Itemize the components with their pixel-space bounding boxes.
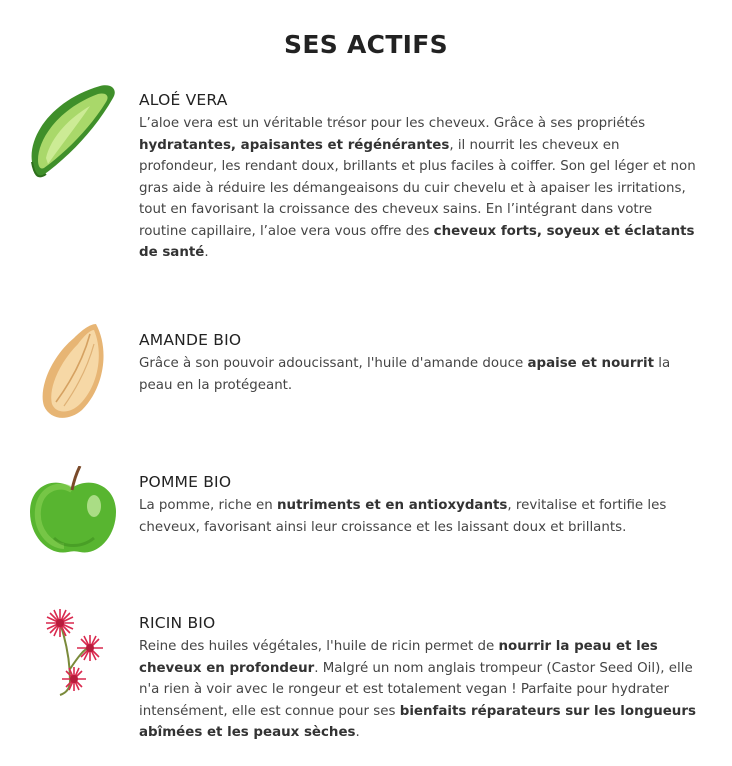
castor-flower-icon — [24, 605, 120, 705]
ingredient-description — [139, 495, 699, 538]
ingredient-name: POMME BIO — [139, 473, 232, 491]
description-highlight: apaise et nourrit — [527, 356, 655, 371]
green-apple-icon — [24, 466, 120, 566]
description-text: la peau en la protégeant. — [139, 356, 671, 393]
ingredient-description — [139, 636, 699, 744]
ingredient-name: RICIN BIO — [139, 614, 216, 632]
description-highlight: nourrir la peau et les cheveux en profondeur — [139, 639, 658, 676]
description-text: L’aloe vera est un véritable trésor pour les cheveux. Grâce à ses propriétés — [139, 116, 646, 131]
aloe-vera-slice-illustration — [24, 84, 120, 184]
ingredient-name: AMANDE BIO — [139, 331, 242, 349]
aloe-vera-slice-icon — [24, 84, 120, 184]
ingredient-description — [139, 353, 699, 396]
description-text: . — [355, 725, 360, 740]
description-text: La pomme, riche en — [139, 498, 278, 513]
description-text: , revitalise et fortifie les cheveux, favorisant ainsi leur croissance et les laissant doux et brillants. — [139, 498, 667, 535]
ingredient-description — [139, 113, 699, 264]
ingredient-name: ALOÉ VERA — [139, 91, 228, 109]
description-highlight: nutriments et en antioxydants — [277, 498, 508, 513]
description-highlight: cheveux forts, soyeux et éclatants de santé — [139, 223, 695, 260]
description-highlight: bienfaits réparateurs sur les longueurs abîmées et les peaux sèches — [139, 703, 696, 740]
description-text: . — [204, 245, 209, 260]
description-text: Grâce à son pouvoir adoucissant, l'huile d'amande douce — [139, 356, 528, 371]
description-text: , il nourrit les cheveux en profondeur, les rendant doux, brillants et plus faciles à coiffer. Son gel léger et non gras aide à réduire les démangeaisons du cuir chevelu et à apaiser les irritations, tout en favorisant la croissance des cheveux sains. En l’intégrant dans votre routine capillaire, l’aloe vera vous offre des — [139, 137, 696, 239]
apple-illustration — [24, 466, 120, 566]
description-highlight: hydratantes, apaisantes et régénérantes — [139, 137, 450, 153]
description-text: Reine des huiles végétales, l'huile de ricin permet de — [139, 639, 499, 654]
page-title: SES ACTIFS — [284, 30, 448, 59]
castor-flower-illustration — [24, 605, 120, 705]
almond-illustration — [24, 322, 120, 422]
description-text: . Malgré un nom anglais trompeur (Castor Seed Oil), elle n'a rien à voir avec le rongeur et est totalement vegan ! Parfaite pour hydrater intensément, elle est connue pour ses — [139, 660, 693, 719]
almond-icon — [24, 322, 120, 422]
